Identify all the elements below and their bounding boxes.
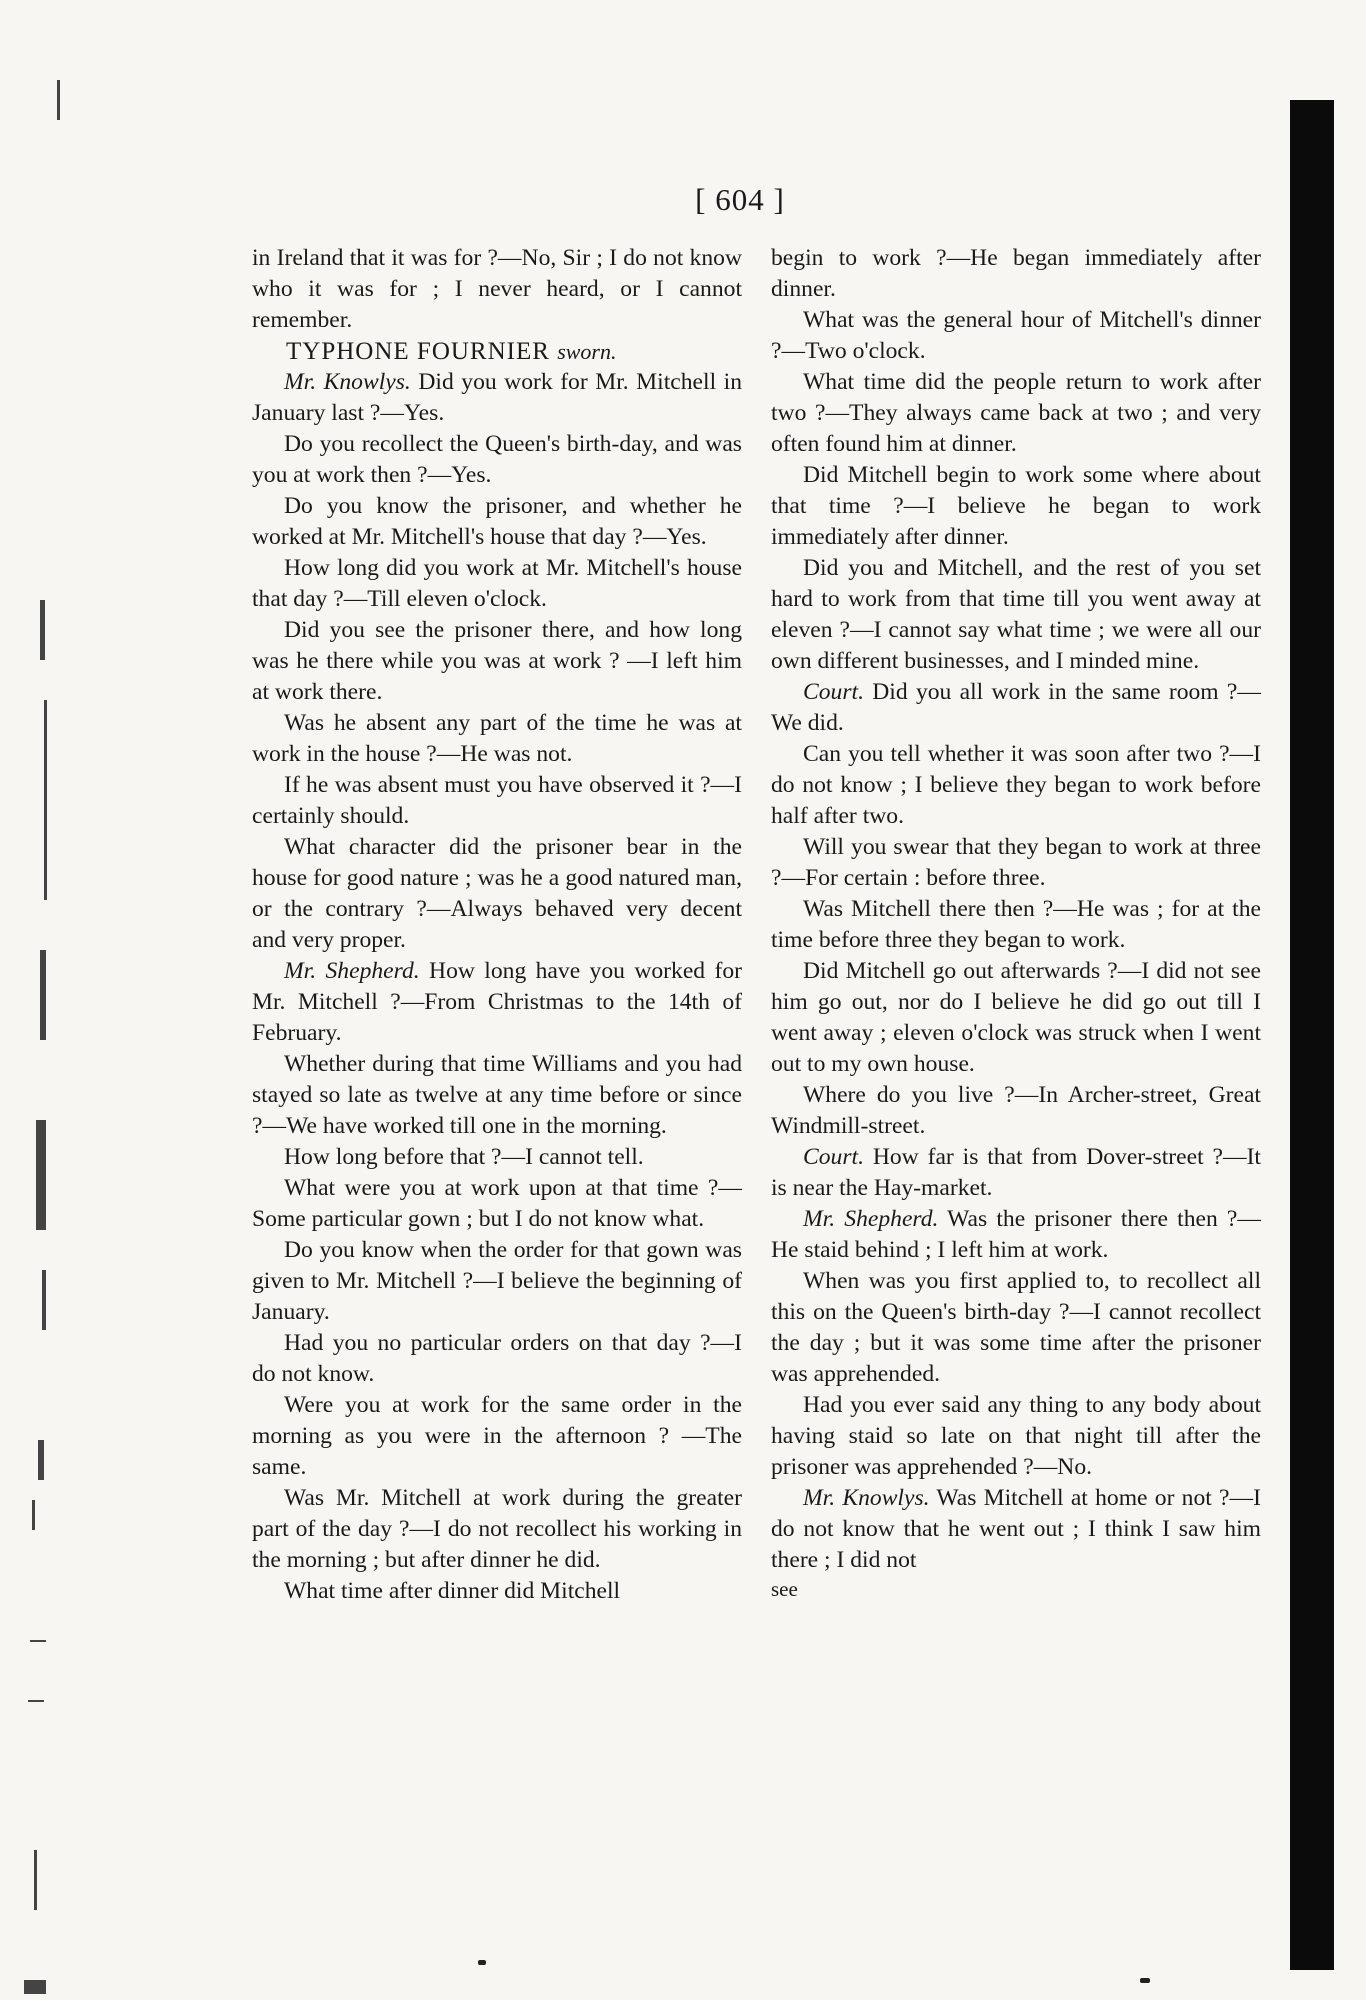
paragraph <box>771 1483 1261 1576</box>
paragraph: What was the general hour of Mitchell's dinner ?—Two o'clock. <box>771 307 1261 364</box>
scan-speck <box>1140 1978 1150 1983</box>
page-number: [ 604 ] <box>695 182 785 217</box>
paragraph: Do you know the prisoner, and whether he worked at Mr. Mitchell's house that day ?—Yes. <box>252 493 742 550</box>
paragraph <box>771 677 1261 739</box>
paragraph: When was you first applied to, to recollect all this on the Queen's birth-day ?—I cannot recollect the day ; but it was some time after the prisoner was apprehended. <box>771 1268 1261 1387</box>
paragraph: How long did you work at Mr. Mitchell's house that day ?—Till eleven o'clock. <box>252 555 742 612</box>
paragraph: Do you know when the order for that gown was given to Mr. Mitchell ?—I believe the beginning of January. <box>252 1237 742 1325</box>
paragraph-text: Did you work for Mr. Mitchell in January last ?—Yes. <box>252 369 742 426</box>
witness-heading <box>252 336 742 367</box>
paragraph: Was he absent any part of the time he was at work in the house ?—He was not. <box>252 710 742 767</box>
paragraph <box>252 956 742 1049</box>
paragraph: What time after dinner did Mitchell <box>284 1578 621 1604</box>
speaker-label: Court. <box>803 1144 864 1170</box>
speaker-label: Mr. Knowlys. <box>284 369 411 395</box>
paragraph: Do you recollect the Queen's birth-day, and was you at work then ?—Yes. <box>252 431 742 488</box>
speaker-label: Mr. Shepherd. <box>284 958 420 984</box>
sworn-label: sworn. <box>557 339 617 364</box>
scan-speck <box>478 1960 486 1965</box>
paragraph: Did Mitchell begin to work some where about that time ?—I believe he began to work immediately after dinner. <box>771 462 1261 550</box>
continued-paragraph: begin to work ?—He began immediately after dinner. <box>771 245 1261 302</box>
right-column <box>771 243 1261 1602</box>
paragraph <box>771 1142 1261 1204</box>
paragraph: How long before that ?—I cannot tell. <box>284 1144 644 1170</box>
paragraph: Where do you live ?—In Archer-street, Great Windmill-street. <box>771 1082 1261 1139</box>
speaker-label: Mr. Shepherd. <box>803 1206 939 1232</box>
witness-name: TYPHONE FOURNIER <box>286 338 550 365</box>
paragraph-text: How far is that from Dover-street ?—It is near the Hay-market. <box>771 1144 1261 1201</box>
continued-paragraph: in Ireland that it was for ?—No, Sir ; I do not know who it was for ; I never heard, or I cannot remember. <box>252 245 742 333</box>
scan-gutter-marks <box>0 0 70 2000</box>
paragraph-text: Did you all work in the same room ?—We did. <box>771 679 1261 736</box>
paragraph: Were you at work for the same order in the morning as you were in the afternoon ? —The same. <box>252 1392 742 1480</box>
paragraph: Did you and Mitchell, and the rest of you set hard to work from that time till you went away at eleven ?—I cannot say what time ; we were all our own different businesses, and I minded mine. <box>771 555 1261 674</box>
paragraph-text: Was Mitchell at home or not ?—I do not know that he went out ; I think I saw him there ; I did not <box>771 1485 1261 1573</box>
paragraph: What were you at work upon at that time ?—Some particular gown ; but I do not know what. <box>252 1175 742 1232</box>
speaker-label: Court. <box>803 679 864 705</box>
paragraph: Had you no particular orders on that day ?—I do not know. <box>252 1330 742 1387</box>
paragraph: Did you see the prisoner there, and how long was he there while you was at work ? —I left him at work there. <box>252 617 742 705</box>
paragraph: Had you ever said any thing to any body about having staid so late on that night till after the prisoner was apprehended ?—No. <box>771 1392 1261 1480</box>
paragraph: Will you swear that they began to work at three ?—For certain : before three. <box>771 834 1261 891</box>
paragraph-text: Was the prisoner there then ?—He staid behind ; I left him at work. <box>771 1206 1261 1263</box>
paragraph <box>252 367 742 429</box>
paragraph: Whether during that time Williams and you had stayed so late as twelve at any time before or since ?—We have worked till one in the morning. <box>252 1051 742 1139</box>
paragraph: Was Mitchell there then ?—He was ; for at the time before three they began to work. <box>771 896 1261 953</box>
paragraph: If he was absent must you have observed it ?—I certainly should. <box>252 772 742 829</box>
paragraph: Can you tell whether it was soon after two ?—I do not know ; I believe they began to work before half after two. <box>771 741 1261 829</box>
paragraph: What character did the prisoner bear in the house for good nature ; was he a good natured man, or the contrary ?—Always behaved very decent and very proper. <box>252 834 742 953</box>
paragraph: Was Mr. Mitchell at work during the greater part of the day ?—I do not recollect his working in the morning ; but after dinner he did. <box>252 1485 742 1573</box>
left-column <box>252 243 742 1607</box>
binding-edge <box>1290 100 1334 1970</box>
paragraph-text: How long have you worked for Mr. Mitchell ?—From Christmas to the 14th of February. <box>252 958 742 1046</box>
paragraph: Did Mitchell go out afterwards ?—I did not see him go out, nor do I believe he did go out till I went away ; eleven o'clock was struck when I went out to my own house. <box>771 958 1261 1077</box>
speaker-label: Mr. Knowlys. <box>803 1485 930 1511</box>
paragraph: What time did the people return to work after two ?—They always came back at two ; and very often found him at dinner. <box>771 369 1261 457</box>
catchword: see <box>771 1577 798 1601</box>
paragraph <box>771 1204 1261 1266</box>
